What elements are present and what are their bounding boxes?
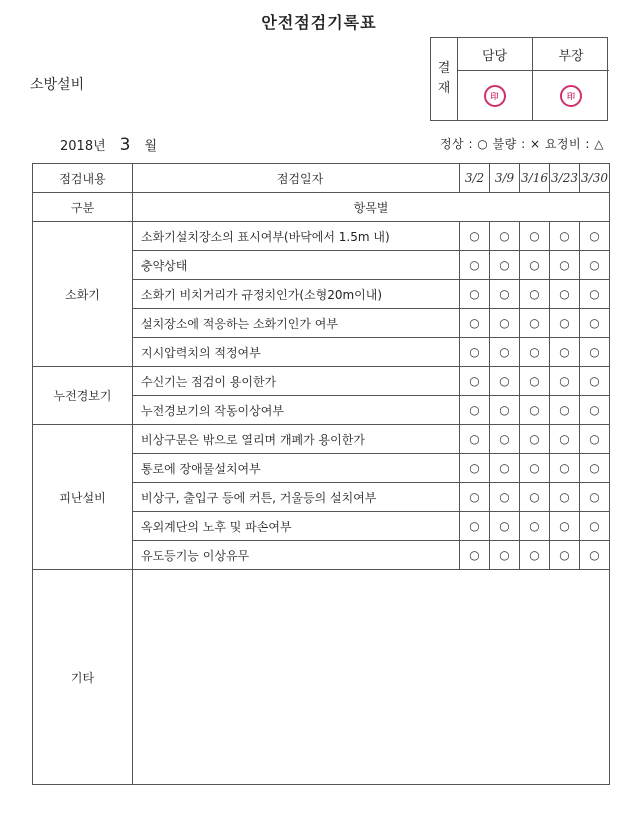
status-mark: ○ bbox=[460, 309, 490, 338]
approval-column-manager bbox=[457, 38, 533, 120]
status-mark: ○ bbox=[520, 222, 550, 251]
status-mark: ○ bbox=[580, 512, 610, 541]
status-mark: ○ bbox=[490, 512, 520, 541]
approval-label bbox=[431, 38, 458, 120]
status-mark: ○ bbox=[580, 425, 610, 454]
item-cell: 통로에 장애물설치여부 bbox=[133, 454, 460, 483]
seal-stamp-icon: 印 bbox=[484, 85, 506, 107]
approval-column-head bbox=[533, 38, 609, 120]
item-cell: 충약상태 bbox=[133, 251, 460, 280]
status-mark: ○ bbox=[490, 541, 520, 570]
status-mark: ○ bbox=[520, 541, 550, 570]
status-mark: ○ bbox=[550, 309, 580, 338]
status-mark: ○ bbox=[550, 280, 580, 309]
status-mark: ○ bbox=[520, 338, 550, 367]
status-mark: ○ bbox=[520, 396, 550, 425]
status-mark: ○ bbox=[460, 338, 490, 367]
status-mark: ○ bbox=[490, 251, 520, 280]
status-mark: ○ bbox=[460, 541, 490, 570]
status-mark: ○ bbox=[550, 454, 580, 483]
inspection-period bbox=[60, 135, 157, 155]
header-row bbox=[33, 164, 610, 193]
status-mark: ○ bbox=[520, 309, 550, 338]
subheader-items: 항목별 bbox=[133, 193, 610, 222]
category-cell: 기타 bbox=[33, 570, 133, 785]
item-cell: 설치장소에 적응하는 소화기인가 여부 bbox=[133, 309, 460, 338]
date-cell: 3/23 bbox=[550, 164, 580, 193]
category-cell: 피난설비 bbox=[33, 425, 133, 570]
status-mark: ○ bbox=[550, 541, 580, 570]
status-mark: ○ bbox=[580, 483, 610, 512]
seal-stamp-icon: 印 bbox=[560, 85, 582, 107]
period-month: 3 bbox=[119, 135, 131, 155]
status-mark: ○ bbox=[550, 512, 580, 541]
status-mark: ○ bbox=[490, 483, 520, 512]
status-mark: ○ bbox=[550, 251, 580, 280]
status-mark: ○ bbox=[520, 367, 550, 396]
status-mark: ○ bbox=[520, 454, 550, 483]
status-mark: ○ bbox=[580, 396, 610, 425]
status-mark: ○ bbox=[460, 280, 490, 309]
status-legend: 정상 : ○ 불량 : × 요정비 : △ bbox=[439, 137, 604, 151]
date-cell: 3/2 bbox=[460, 164, 490, 193]
status-mark: ○ bbox=[490, 425, 520, 454]
inspection-table bbox=[32, 163, 610, 785]
status-mark: ○ bbox=[490, 367, 520, 396]
status-mark: ○ bbox=[550, 425, 580, 454]
status-mark: ○ bbox=[490, 309, 520, 338]
status-mark: ○ bbox=[460, 367, 490, 396]
header-date: 점검일자 bbox=[133, 164, 460, 193]
approval-role: 부장 bbox=[533, 38, 609, 71]
status-mark: ○ bbox=[580, 222, 610, 251]
status-mark: ○ bbox=[550, 222, 580, 251]
status-mark: ○ bbox=[580, 251, 610, 280]
status-mark: ○ bbox=[490, 338, 520, 367]
category-cell: 누전경보기 bbox=[33, 367, 133, 425]
subheader-row bbox=[33, 193, 610, 222]
status-mark: ○ bbox=[460, 251, 490, 280]
item-cell: 소화기 비치거리가 규정치인가(소형20m이내) bbox=[133, 280, 460, 309]
status-mark: ○ bbox=[580, 338, 610, 367]
item-cell: 비상구, 출입구 등에 커튼, 거울등의 설치여부 bbox=[133, 483, 460, 512]
status-mark: ○ bbox=[460, 483, 490, 512]
item-cell: 비상구문은 밖으로 열리며 개폐가 용이한가 bbox=[133, 425, 460, 454]
status-mark: ○ bbox=[580, 454, 610, 483]
status-mark: ○ bbox=[580, 309, 610, 338]
status-mark: ○ bbox=[490, 222, 520, 251]
status-mark: ○ bbox=[550, 483, 580, 512]
status-mark: ○ bbox=[550, 396, 580, 425]
date-cell: 3/9 bbox=[490, 164, 520, 193]
table-row bbox=[33, 425, 610, 454]
other-row bbox=[33, 570, 610, 785]
period-month-unit: 월 bbox=[144, 139, 158, 154]
other-notes bbox=[133, 570, 610, 785]
status-mark: ○ bbox=[580, 367, 610, 396]
item-cell: 수신기는 점검이 용이한가 bbox=[133, 367, 460, 396]
status-mark: ○ bbox=[520, 512, 550, 541]
category-cell: 소화기 bbox=[33, 222, 133, 367]
status-mark: ○ bbox=[550, 338, 580, 367]
table-row bbox=[33, 367, 610, 396]
date-cell: 3/16 bbox=[520, 164, 550, 193]
status-mark: ○ bbox=[580, 280, 610, 309]
table-row bbox=[33, 222, 610, 251]
item-cell: 유도등기능 이상유무 bbox=[133, 541, 460, 570]
page-title: 안전점검기록표 bbox=[261, 13, 377, 32]
approval-role: 담당 bbox=[457, 38, 532, 71]
status-mark: ○ bbox=[490, 396, 520, 425]
status-mark: ○ bbox=[490, 280, 520, 309]
form-subtitle: 소방설비 bbox=[30, 77, 85, 93]
status-mark: ○ bbox=[460, 396, 490, 425]
status-mark: ○ bbox=[460, 222, 490, 251]
header-item: 점검내용 bbox=[33, 164, 133, 193]
item-cell: 누전경보기의 작동이상여부 bbox=[133, 396, 460, 425]
status-mark: ○ bbox=[490, 454, 520, 483]
status-mark: ○ bbox=[460, 425, 490, 454]
item-cell: 소화기설치장소의 표시여부(바닥에서 1.5m 내) bbox=[133, 222, 460, 251]
status-mark: ○ bbox=[460, 454, 490, 483]
status-mark: ○ bbox=[460, 512, 490, 541]
approval-label-2: 재 bbox=[437, 81, 451, 96]
status-mark: ○ bbox=[580, 541, 610, 570]
subheader-category: 구분 bbox=[33, 193, 133, 222]
item-cell: 지시압력치의 적정여부 bbox=[133, 338, 460, 367]
status-mark: ○ bbox=[550, 367, 580, 396]
approval-box bbox=[430, 37, 608, 121]
status-mark: ○ bbox=[520, 483, 550, 512]
status-mark: ○ bbox=[520, 425, 550, 454]
item-cell: 옥외계단의 노후 및 파손여부 bbox=[133, 512, 460, 541]
date-cell: 3/30 bbox=[580, 164, 610, 193]
approval-label-1: 결 bbox=[437, 61, 451, 76]
period-year: 2018년 bbox=[60, 139, 106, 154]
status-mark: ○ bbox=[520, 251, 550, 280]
status-mark: ○ bbox=[520, 280, 550, 309]
